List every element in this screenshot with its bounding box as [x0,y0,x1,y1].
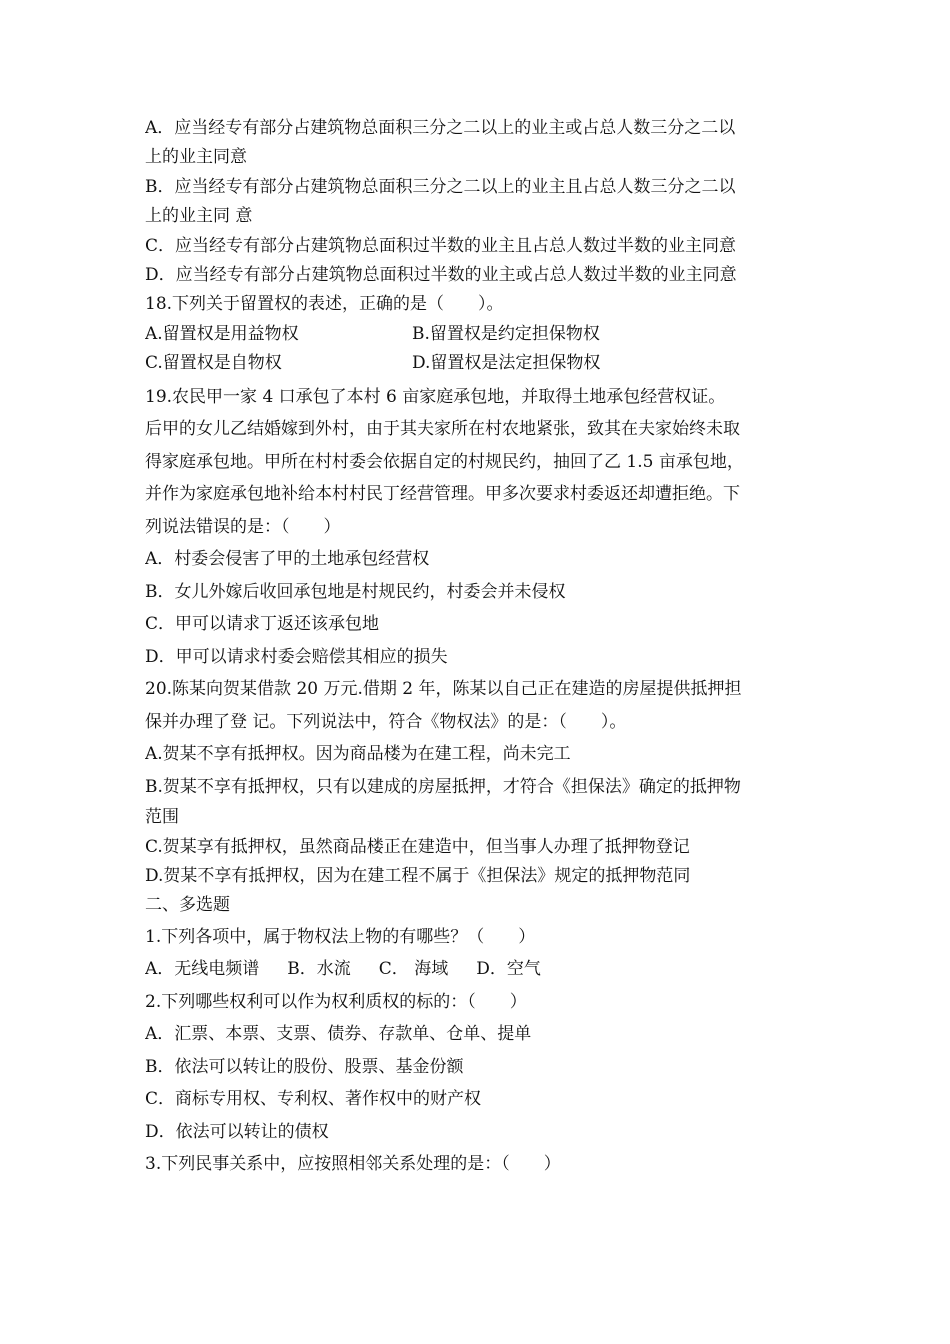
q20-option-d: D.贺某不享有抵押权，因为在建工程不属于《担保法》规定的抵押物范同 [145,865,691,886]
q17-option-a-line1: A．应当经专有部分占建筑物总面积三分之二以上的业主或占总人数三分之二以 [145,118,736,138]
q19-option-d: D．甲可以请求村委会赔偿其相应的损失 [145,646,448,667]
question-20 [145,673,813,891]
q19-option-a: A．村委会侵害了甲的土地承包经营权 [145,549,430,570]
question-18 [145,290,813,378]
q17-option-a-line2: 上的业主同意 [145,147,247,168]
section-heading: 二、多选题 [145,895,230,916]
mc-q1-option-b: B．水流 [287,959,351,980]
q20-option-c: C.贺某享有抵押权，虽然商品楼正在建造中，但当事人办理了抵押物登记 [145,836,690,857]
q18-option-b: B.留置权是约定担保物权 [412,323,600,344]
q18-option-a: A.留置权是用益物权 [145,323,299,344]
q19-stem-line5: 列说法错误的是：（ ） [145,516,341,537]
q20-option-b-line1: B.贺某不享有抵押权，只有以建成的房屋抵押，才符合《担保法》确定的抵押物 [145,776,741,797]
q20-option-b-line2: 范围 [145,807,179,828]
q17-option-d: D．应当经专有部分占建筑物总面积过半数的业主或占总人数过半数的业主同意 [145,265,737,286]
q20-stem-line2: 保并办理了登 记。下列说法中，符合《物权法》的是：（ ）。 [145,711,627,732]
mc-q1-option-d: D．空气 [476,959,541,980]
q18-options-row-1 [145,320,813,349]
mc-q2-stem: 2.下列哪些权利可以作为权利质权的标的：（ ） [145,991,527,1012]
q19-stem-line2: 后甲的女儿乙结婚嫁到外村，由于其夫家所在村农地紧张，致其在夫家始终未取 [145,419,740,440]
q18-option-c: C.留置权是自物权 [145,353,282,374]
question-17-options [145,114,813,290]
q19-stem-line3: 得家庭承包地。甲所在村村委会依据自定的村规民约，抽回了乙 1.5 亩承包地， [145,451,744,472]
q19-stem-line4: 并作为家庭承包地补给本村村民丁经营管理。甲多次要求村委返还却遭拒绝。下 [145,484,740,505]
mc-q1-option-c: C． 海域 [378,959,449,980]
mc-q2-option-d: D．依法可以转让的债权 [145,1121,329,1142]
mc-q1-option-a: A．无线电频谱 [145,959,260,980]
mc-q2-option-b: B．依法可以转让的股份、股票、基金份额 [145,1056,464,1077]
mc-q3-stem: 3.下列民事关系中，应按照相邻关系处理的是：（ ） [145,1154,561,1175]
q18-options-row-2 [145,349,813,378]
document-page [145,114,813,1181]
mc-q2-option-c: C．商标专用权、专利权、著作权中的财产权 [145,1089,482,1110]
mc-q1-options [145,953,813,986]
q19-stem-line1: 19.农民甲一家 4 口承包了本村 6 亩家庭承包地，并取得土地承包经营权证。 [145,386,726,407]
q20-stem-line1: 20.陈某向贺某借款 20 万元.借期 2 年，陈某以自己正在建造的房屋提供抵押担 [145,679,742,700]
section-multiple-choice [145,891,813,1180]
q17-option-b-line2: 上的业主同 意 [145,206,253,227]
q19-option-b: B．女儿外嫁后收回承包地是村规民约，村委会并未侵权 [145,581,566,602]
q18-stem: 18.下列关于留置权的表述，正确的是（ ）。 [145,294,504,315]
q18-option-d: D.留置权是法定担保物权 [412,353,601,374]
mc-q1-stem: 1.下列各项中，属于物权法上物的有哪些？（ ） [145,926,536,947]
q20-option-a: A.贺某不享有抵押权。因为商品楼为在建工程，尚未完工 [145,744,571,765]
question-19 [145,381,813,674]
mc-q2-option-a: A．汇票、本票、支票、债券、存款单、仓单、提单 [145,1024,532,1045]
q17-option-b-line1: B．应当经专有部分占建筑物总面积三分之二以上的业主且占总人数三分之二以 [145,176,736,197]
q19-option-c: C．甲可以请求丁返还该承包地 [145,614,380,635]
q17-option-c: C．应当经专有部分占建筑物总面积过半数的业主且占总人数过半数的业主同意 [145,235,737,256]
